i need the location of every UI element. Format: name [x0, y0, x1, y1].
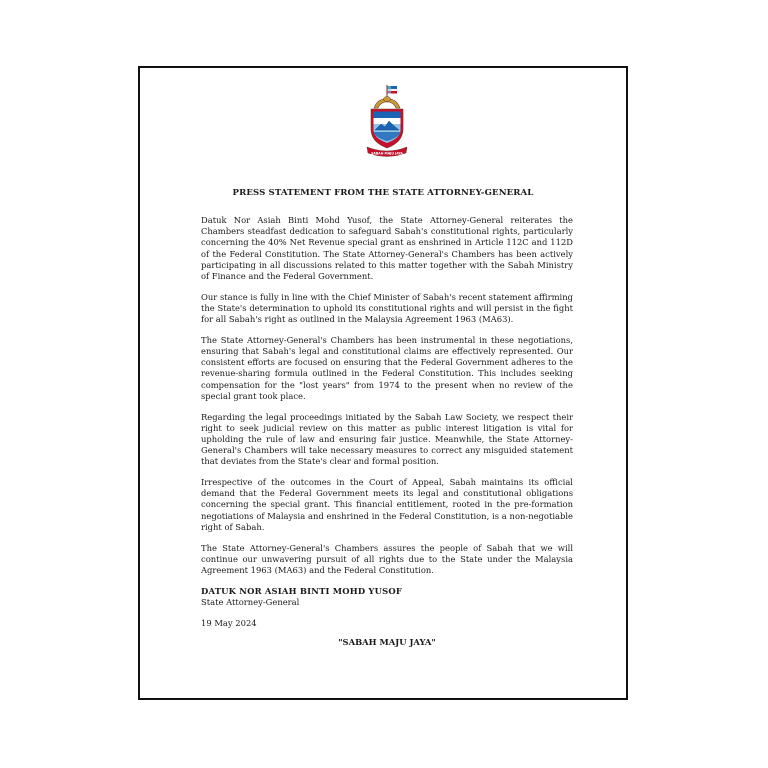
paragraph-6: The State Attorney-General's Chambers assures the people of Sabah that we will continue our unwavering pursuit of all rights due to the State under the Malaysia Agreement 1963 (MA63) and the Federal Constitution.	[201, 542, 573, 575]
state-motto: "SABAH MAJU JAYA"	[338, 636, 436, 647]
statement-body	[201, 215, 573, 648]
paragraph-5: Irrespective of the outcomes in the Court of Appeal, Sabah maintains its official demand that the Federal Government meets its legal and constitutional obligations concerning the special grant. This financial entitlement, rooted in the pre-formation negotiations of Malaysia and enshrined in the Federal Constitution, is a non-negotiable right of Sabah.	[201, 477, 573, 532]
signatory-title: State Attorney-General	[201, 596, 300, 607]
statement-date: 19 May 2024	[201, 617, 257, 628]
paragraph-3: The State Attorney-General's Chambers has been instrumental in these negotiations, ensuring that Sabah's legal and constitutional claims are effectively represented. Our consistent efforts are focused on ensuring that the Federal Government adheres to the revenue-sharing formula outlined in the Federal Constitution. This includes seeking compensation for the "lost years" from 1974 to the present when no review of the special grant took place.	[201, 334, 573, 401]
paragraph-1: Datuk Nor Asiah Binti Mohd Yusof, the State Attorney-General reiterates the Chambers steadfast dedication to safeguard Sabah's constitutional rights, particularly concerning the 40% Net Revenue special grant as enshrined in Article 112C and 112D of the Federal Constitution. The State Attorney-General's Chambers has been actively participating in all discussions related to this matter together with the Sabah Ministry of Finance and the Federal Government.	[201, 215, 573, 282]
document-page	[138, 66, 628, 700]
sabah-crest-logo	[362, 84, 412, 164]
svg-text:SABAH MAJU JAYA: SABAH MAJU JAYA	[371, 151, 403, 156]
signatory-name: DATUK NOR ASIAH BINTI MOHD YUSOF	[201, 585, 402, 596]
paragraph-2: Our stance is fully in line with the Chief Minister of Sabah's recent statement affirming the State's determination to uphold its constitutional rights and will persist in the fight for all Sabah's right as outlined in the Malaysia Agreement 1963 (MA63).	[201, 291, 573, 325]
signature-block	[201, 586, 573, 608]
press-statement-title: PRESS STATEMENT FROM THE STATE ATTORNEY-GENERAL	[232, 188, 534, 198]
paragraph-4: Regarding the legal proceedings initiated by the Sabah Law Society, we respect their right to seek judicial review on this matter as public interest litigation is vital for upholding the rule of law and ensuring fair justice. Meanwhile, the State Attorney- General's Chambers will take necessary measures to correct any misguided statement that deviates from the State's clear and formal position.	[201, 411, 573, 467]
